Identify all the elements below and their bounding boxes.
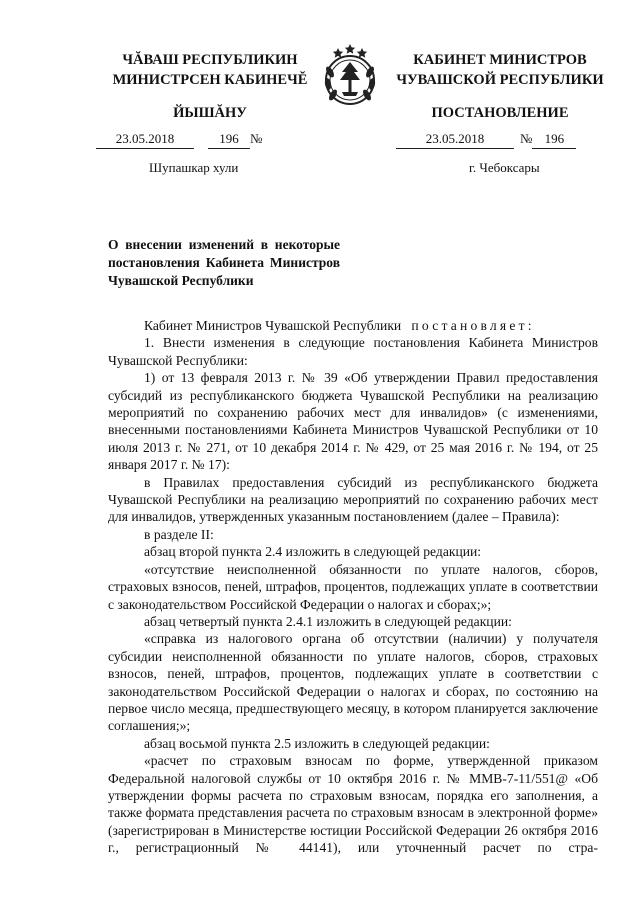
- body-paragraph: 1. Внести изменения в следующие постановления Кабинета Министров Чувашской Республики:: [108, 335, 598, 368]
- body-paragraph: абзац четвертый пункта 2.4.1 изложить в следующей редакции:: [144, 613, 512, 629]
- document-body: [108, 317, 598, 857]
- body-paragraph: абзац второй пункта 2.4 изложить в следующей редакции:: [144, 544, 482, 560]
- body-paragraph: в разделе II:: [144, 526, 214, 542]
- place-right: г. Чебоксары: [469, 160, 540, 175]
- date-number-right: [396, 131, 576, 149]
- number-right: 196: [532, 131, 576, 149]
- intro-decree: постановляет:: [411, 318, 535, 333]
- number-sign-right: №: [520, 131, 533, 146]
- body-paragraph: абзац восьмой пункта 2.5 изложить в следующей редакции:: [144, 735, 490, 751]
- number-left: 196: [208, 131, 250, 149]
- body-paragraph: «справка из налогового органа об отсутствии (наличии) у получателя субсидии неисполненной обязанности по уплате налогов, сборов, страховых взносов, пеней, штрафов, процентов, подлежащих уплате в соответствии с законодательством Российской Федерации о налогах и сборах, по состоянию на первое число месяца, предшествующего месяцу, в котором планируется заключение соглашения;»;: [108, 631, 598, 734]
- date-left: 23.05.2018: [96, 131, 194, 149]
- document-subject: О внесении изменений в некоторые постановления Кабинета Министров Чувашской Республики: [108, 237, 340, 288]
- header-right-line1: КАБИНЕТ МИНИСТРОВ: [413, 52, 587, 68]
- body-paragraph: 1) от 13 февраля 2013 г. № 39 «Об утверждении Правил предоставления субсидий из республиканского бюджета Чувашской Республики на реализацию мероприятий по сохранению рабочих мест для инвалидов» (с изменениями, внесенными постановлениями Кабинета Министров Чувашской Республики от 10 июля 2013 г. № 271, от 10 декабря 2014 г. № 429, от 25 мая 2016 г. № 194, от 25 января 2017 г. № 17):: [108, 370, 598, 473]
- place-left: Шупашкар хули: [149, 160, 239, 175]
- header-left-line1: ЧĂВАШ РЕСПУБЛИКИН: [122, 52, 298, 68]
- number-sign-left: №: [250, 131, 263, 146]
- body-paragraph: в Правилах предоставления субсидий из республиканского бюджета Чувашской Республики на реализацию мероприятий по сохранению рабочих мест для инвалидов, утвержденных указанным постановлением (далее – Правила):: [108, 474, 598, 525]
- intro-paragraph: [108, 317, 598, 334]
- header-right-line2: ЧУВАШСКОЙ РЕСПУБЛИКИ: [396, 72, 604, 88]
- date-right: 23.05.2018: [396, 131, 514, 149]
- header-left-org: [75, 50, 345, 90]
- header-right-org: [385, 50, 615, 90]
- header-right-doc-type: ПОСТАНОВЛЕНИЕ: [431, 105, 569, 121]
- body-paragraph: «отсутствие неисполненной обязанности по уплате налогов, сборов, страховых взносов, пеней, штрафов, процентов, подлежащих уплате в соответствии с законодательством Российской Федерации о налогах и сборах;»;: [108, 561, 598, 612]
- header-left-line2: МИНИСТРСЕН КАБИНЕЧĔ: [112, 72, 308, 88]
- body-paragraph: «расчет по страховым взносам по форме, утвержденной приказом Федеральной налоговой службы от 10 октября 2016 г. № ММВ-7-11/551@ «Об утверждении формы расчета по страховым взносам, порядка его заполнения, а также формата представления расчета по страховым взносам в электронной форме» (зарегистрирован в Министерстве юстиции Российской Федерации 26 октября 2016 г., регистрационный № 44141), или уточненный расчет по стра-: [108, 753, 598, 856]
- intro-lead: Кабинет Министров Чувашской Республики: [144, 318, 402, 333]
- date-number-left: [96, 131, 262, 149]
- coat-of-arms-icon: [320, 42, 380, 108]
- header-left-doc-type: ЙЫШĂНУ: [173, 105, 247, 121]
